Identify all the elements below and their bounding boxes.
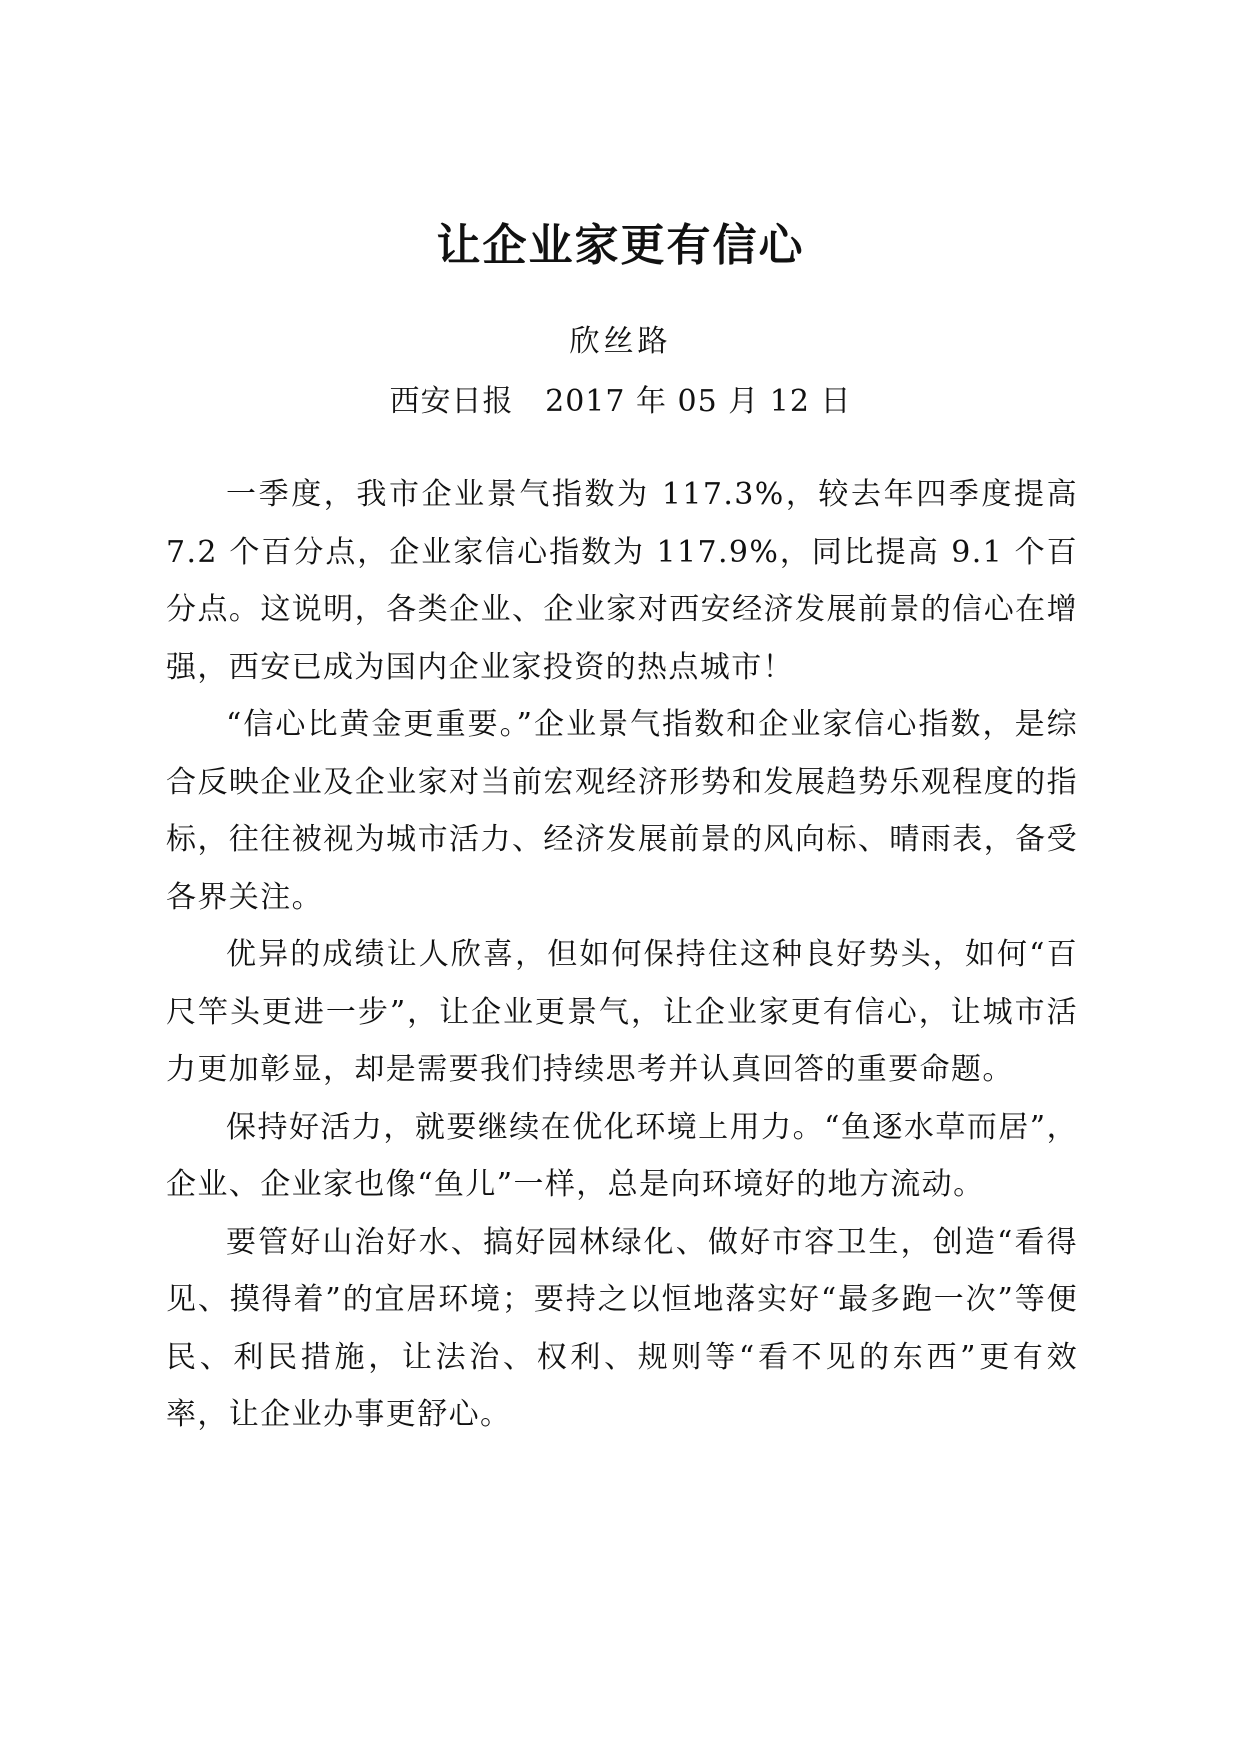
paragraph-1: 一季度，我市企业景气指数为 117.3%，较去年四季度提高 7.2 个百分点，企业家信心指数为 117.9%，同比提高 9.1 个百分点。这说明，各类企业、企业家对西安经济发展前景的信心在增强，西安已成为国内企业家投资的热点城市！ xyxy=(166,477,1078,685)
paragraph-3: 优异的成绩让人欣喜，但如何保持住这种良好势头，如何“百尺竿头更进一步”，让企业更景气，让企业家更有信心，让城市活力更加彰显，却是需要我们持续思考并认真回答的重要命题。 xyxy=(166,937,1078,1087)
paragraph-5: 要管好山治好水、搞好园林绿化、做好市容卫生，创造“看得见、摸得着”的宜居环境；要持之以恒地落实好“最多跑一次”等便民、利民措施，让法治、权利、规则等“看不见的东西”更有效率，让企业办事更舒心。 xyxy=(166,1224,1078,1432)
article-body xyxy=(166,466,1078,1444)
article-title: 让企业家更有信心 xyxy=(436,220,805,271)
article-author: 欣丝路 xyxy=(569,324,672,359)
article-source: 西安日报 2017 年 05 月 12 日 xyxy=(389,384,852,419)
paragraph-2: “信心比黄金更重要。”企业景气指数和企业家信心指数，是综合反映企业及企业家对当前宏观经济形势和发展趋势乐观程度的指标，往往被视为城市活力、经济发展前景的风向标、晴雨表，备受各界关注。 xyxy=(166,707,1078,915)
paragraph-4: 保持好活力，就要继续在优化环境上用力。“鱼逐水草而居”，企业、企业家也像“鱼儿”一样，总是向环境好的地方流动。 xyxy=(166,1109,1078,1202)
